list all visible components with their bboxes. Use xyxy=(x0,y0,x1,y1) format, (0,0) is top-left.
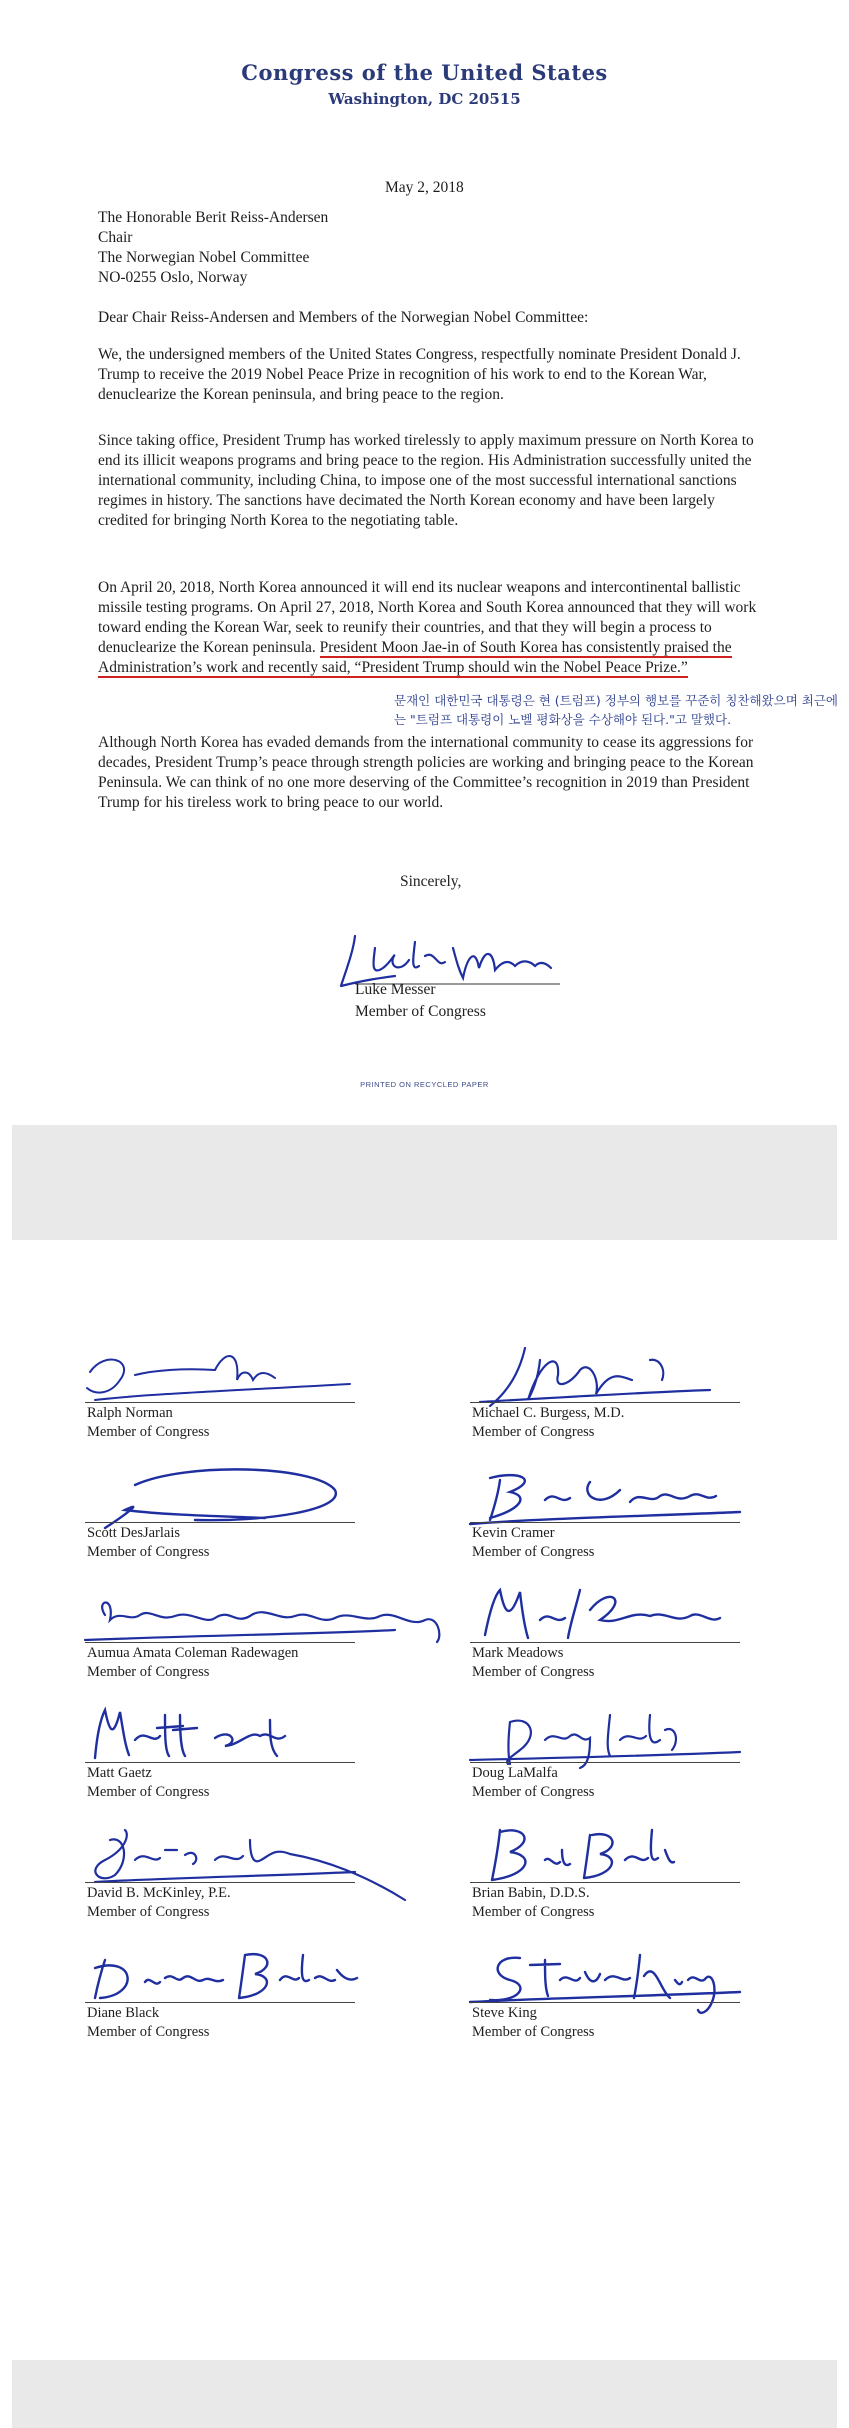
signature-block xyxy=(65,1460,385,1560)
signature-line xyxy=(85,1882,355,1883)
handwritten-signature xyxy=(450,1460,770,1530)
signature-block xyxy=(450,1940,770,2040)
signer-name: David B. McKinley, P.E. xyxy=(87,1885,231,1901)
signature-block xyxy=(450,1460,770,1560)
signature-line xyxy=(470,1882,740,1883)
paragraph-3-text: On April 20, 2018, North Korea announced it will end its nuclear weapons and intercontinental ballistic missile testing programs. On April 27, 2018, North Korea and South Korea announced that they will work toward ending the Korean War, seek to reunify their countries, and that they will begin a process to denuclearize the Korean peninsula. xyxy=(98,579,757,656)
signature-line xyxy=(470,1522,740,1523)
address-line: The Norwegian Nobel Committee xyxy=(98,249,310,266)
signer-name: Mark Meadows xyxy=(472,1645,564,1661)
handwritten-signature xyxy=(65,1580,485,1650)
handwritten-signature xyxy=(65,1940,385,2010)
signature-block xyxy=(450,1820,770,1920)
paragraph-4: Although North Korea has evaded demands from the international community to cease its aggressions for decades, President Trump’s peace through strength policies are working and bringing peace to the Korean Peninsula. We can think of no one more deserving of the Committee’s recognition in 2019 than President Trump for his tireless work to bring peace to our world. xyxy=(98,734,754,811)
signer-title: Member of Congress xyxy=(87,2024,210,2040)
signature-block xyxy=(65,1580,385,1680)
signature-block xyxy=(450,1700,770,1800)
handwritten-signature xyxy=(65,1460,385,1530)
signer-name: Scott DesJarlais xyxy=(87,1525,181,1541)
signature-line xyxy=(85,1522,355,1523)
signer-title: Member of Congress xyxy=(87,1424,210,1440)
signer-name: Ralph Norman xyxy=(87,1405,173,1421)
address-line: NO-0255 Oslo, Norway xyxy=(98,269,248,286)
signer-title: Member of Congress xyxy=(472,1664,595,1680)
signer-name: Matt Gaetz xyxy=(87,1765,152,1781)
signature-block xyxy=(65,1340,385,1440)
recipient-address xyxy=(98,208,328,288)
address-line: Chair xyxy=(98,229,133,246)
page-separator xyxy=(12,2360,837,2428)
address-line: The Honorable Berit Reiss-Andersen xyxy=(98,209,329,226)
handwritten-signature xyxy=(450,1340,770,1410)
salutation: Dear Chair Reiss-Andersen and Members of the Norwegian Nobel Committee: xyxy=(98,309,589,326)
signature-line xyxy=(85,2002,355,2003)
signer-title: Member of Congress xyxy=(472,2024,595,2040)
handwritten-signature xyxy=(450,1700,770,1770)
recycled-paper-footer: PRINTED ON RECYCLED PAPER xyxy=(360,1080,489,1089)
signer-name: Doug LaMalfa xyxy=(472,1765,558,1781)
paragraph-1: We, the undersigned members of the United States Congress, respectfully nominate President Donald J. Trump to receive the 2019 Nobel Peace Prize in recognition of his work to end to the Korean War, denuclearize the Korean peninsula, and bring peace to the region. xyxy=(98,346,741,403)
signature-line xyxy=(85,1402,355,1403)
signer-name: Kevin Cramer xyxy=(472,1525,555,1541)
signature-line xyxy=(470,1642,740,1643)
signature-block xyxy=(450,1580,770,1680)
handwritten-signature xyxy=(450,1580,770,1650)
signature-line xyxy=(85,1762,355,1763)
handwritten-signature xyxy=(65,1340,385,1410)
signer-name: Michael C. Burgess, M.D. xyxy=(472,1405,625,1421)
letterhead-subtitle: Washington, DC 20515 xyxy=(328,90,521,108)
signature-line xyxy=(85,1642,355,1643)
page-separator xyxy=(12,1125,837,1240)
signature-line xyxy=(470,1762,740,1763)
signer-name: Diane Black xyxy=(87,2005,160,2021)
signature-block xyxy=(65,1700,385,1800)
signer-title: Member of Congress xyxy=(87,1664,210,1680)
signature-block xyxy=(65,1820,385,1920)
signer-title: Member of Congress xyxy=(472,1544,595,1560)
signature-page xyxy=(0,1240,849,2428)
signer-title: Member of Congress xyxy=(472,1784,595,1800)
signature-line xyxy=(470,1402,740,1403)
signer-name: Luke Messer xyxy=(355,981,436,998)
handwritten-signature xyxy=(450,1820,770,1890)
signature-block xyxy=(65,1940,385,2040)
signature-line xyxy=(470,2002,740,2003)
letter-date: May 2, 2018 xyxy=(385,179,464,196)
letter-page-1 xyxy=(0,0,849,1125)
highlighted-quote: President Moon Jae-in of South Korea has consistently praised the Administration’s work and recently said, “President Trump should win the Nobel Peace Prize.” xyxy=(98,639,732,676)
signer-name: Brian Babin, D.D.S. xyxy=(472,1885,590,1901)
korean-annotation: 문재인 대한민국 대통령은 현 (트럼프) 정부의 행보를 꾸준히 칭찬해왔으며 최근에는 "트럼프 대통령이 노벨 평화상을 수상해야 된다."고 말했다. xyxy=(394,693,838,727)
signer-name: Aumua Amata Coleman Radewagen xyxy=(87,1645,299,1661)
signer-name: Steve King xyxy=(472,2005,537,2021)
letterhead-title: Congress of the United States xyxy=(241,60,608,85)
closing: Sincerely, xyxy=(400,873,462,890)
paragraph-2: Since taking office, President Trump has worked tirelessly to apply maximum pressure on North Korea to end its illicit weapons programs and bring peace to the region. His Administration successfully united the international community, including China, to impose one of the most successful international sanctions regimes in history. The sanctions have decimated the North Korean economy and have been largely credited for bringing North Korea to the negotiating table. xyxy=(98,432,754,529)
signer-title: Member of Congress xyxy=(355,1003,486,1020)
signer-title: Member of Congress xyxy=(472,1424,595,1440)
handwritten-signature xyxy=(65,1700,385,1770)
signer-title: Member of Congress xyxy=(472,1904,595,1920)
signer-title: Member of Congress xyxy=(87,1544,210,1560)
signer-title: Member of Congress xyxy=(87,1904,210,1920)
signer-title: Member of Congress xyxy=(87,1784,210,1800)
paragraph-3 xyxy=(98,578,758,678)
signature-block xyxy=(450,1340,770,1440)
